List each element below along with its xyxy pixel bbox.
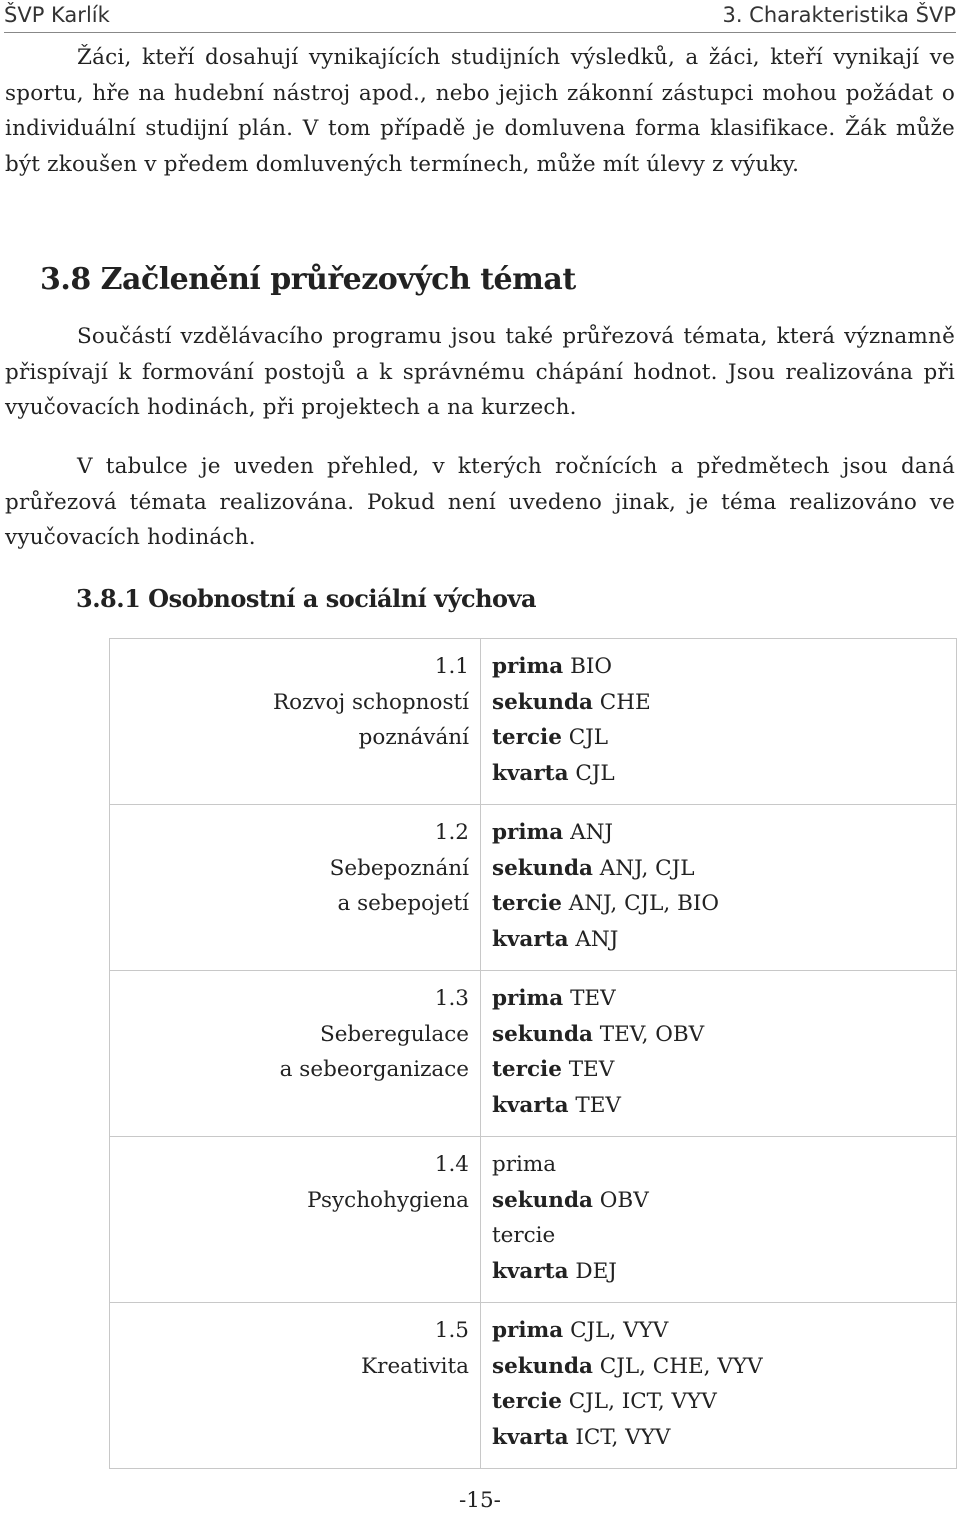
- grade-subjects-line: [492, 981, 945, 1017]
- grade-subjects-line: [492, 1147, 945, 1183]
- topic-cell: [110, 1303, 481, 1469]
- subject-list: ANJ, CJL, BIO: [568, 891, 720, 916]
- subjects-cell: [481, 1303, 957, 1469]
- subject-list: OBV: [599, 1187, 649, 1213]
- grade-label: sekunda: [492, 855, 593, 881]
- topic-cell: [110, 971, 481, 1137]
- grade-label: tercie: [492, 1389, 562, 1414]
- topic-title-line: Kreativita: [361, 1353, 469, 1379]
- grade-label: prima: [492, 1318, 564, 1343]
- topic-cell: [110, 1137, 481, 1303]
- topic-cell: [110, 805, 481, 971]
- topic-number: 1.3: [434, 986, 469, 1011]
- topic-number: 1.5: [434, 1318, 469, 1343]
- grade-subjects-line: [492, 685, 945, 721]
- header-chapter-title: 3. Charakteristika ŠVP: [722, 3, 956, 27]
- grade-label: sekunda: [492, 1187, 593, 1213]
- topic-number: 1.2: [434, 820, 469, 845]
- crosscutting-topics-table: [109, 638, 957, 1469]
- subject-list: CJL: [575, 760, 615, 786]
- subjects-cell: [481, 805, 957, 971]
- grade-subjects-line: [492, 756, 945, 792]
- grade-label: prima: [492, 1152, 557, 1177]
- grade-subjects-line: [492, 1052, 945, 1088]
- subject-list: CJL: [568, 725, 609, 750]
- topic-title-line: Seberegulace: [319, 1021, 469, 1047]
- topic-number: 1.4: [434, 1152, 469, 1177]
- table-row: [110, 805, 957, 971]
- grade-label: kvarta: [492, 1092, 569, 1118]
- table-row: [110, 1137, 957, 1303]
- table-row: [110, 971, 957, 1137]
- topic-title-line: a sebepojetí: [337, 891, 469, 916]
- table-body: [110, 639, 957, 1469]
- topic-title-line: Rozvoj schopností: [272, 689, 469, 715]
- header-document-title: ŠVP Karlík: [4, 3, 110, 27]
- grade-subjects-line: [492, 1183, 945, 1219]
- table-row: [110, 1303, 957, 1469]
- topic-title-line: a sebeorganizace: [279, 1057, 469, 1082]
- grade-label: tercie: [492, 1057, 562, 1082]
- page-number: -15-: [459, 1488, 501, 1513]
- grade-label: prima: [492, 820, 564, 845]
- grade-label: tercie: [492, 891, 562, 916]
- subsection-heading: 3.8.1 Osobnostní a sociální výchova: [76, 584, 537, 613]
- grade-subjects-line: [492, 1254, 945, 1290]
- grade-label: kvarta: [492, 926, 569, 952]
- grade-label: kvarta: [492, 760, 569, 786]
- grade-subjects-line: [492, 1349, 945, 1385]
- grade-subjects-line: [492, 1384, 945, 1420]
- table-row: [110, 639, 957, 805]
- subject-list: DEJ: [575, 1258, 617, 1284]
- grade-label: kvarta: [492, 1258, 569, 1284]
- page-header: [4, 2, 956, 33]
- subject-list: TEV, OBV: [599, 1021, 705, 1047]
- subjects-cell: [481, 971, 957, 1137]
- intro-paragraph: Žáci, kteří dosahují vynikajících studijních výsledků, a žáci, kteří vynikají ve sportu, hře na hudební nástroj apod., nebo jejich zákonní zástupci mohou požádat o individuální studijní plán. V tom případě je domluvena forma klasifikace. Žák může být zkoušen v předem domluvených termínech, může mít úlevy z výuky.: [5, 45, 955, 177]
- topic-cell: [110, 639, 481, 805]
- subject-list: ANJ: [570, 820, 614, 845]
- topic-title-line: Sebepoznání: [329, 855, 469, 881]
- section-heading: 3.8 Začlenění průřezových témat: [40, 262, 576, 297]
- grade-label: sekunda: [492, 1353, 593, 1379]
- subject-list: BIO: [570, 654, 612, 679]
- grade-label: tercie: [492, 725, 562, 750]
- grade-subjects-line: [492, 649, 945, 685]
- grade-subjects-line: [492, 720, 945, 756]
- subject-list: CJL, VYV: [570, 1318, 669, 1343]
- grade-subjects-line: [492, 815, 945, 851]
- subject-list: ANJ: [575, 926, 619, 952]
- subject-list: TEV: [570, 986, 616, 1011]
- subject-list: CHE: [599, 689, 651, 715]
- grade-subjects-line: [492, 886, 945, 922]
- grade-label: prima: [492, 654, 564, 679]
- topic-title-line: poznávání: [358, 725, 469, 750]
- subject-list: CJL, ICT, VYV: [568, 1389, 717, 1414]
- subjects-cell: [481, 1137, 957, 1303]
- grade-subjects-line: [492, 922, 945, 958]
- grade-subjects-line: [492, 1420, 945, 1456]
- grade-label: tercie: [492, 1223, 556, 1248]
- grade-subjects-line: [492, 1313, 945, 1349]
- grade-subjects-line: [492, 1218, 945, 1254]
- grade-subjects-line: [492, 1017, 945, 1053]
- grade-subjects-line: [492, 1088, 945, 1124]
- grade-label: sekunda: [492, 689, 593, 715]
- subject-list: ANJ, CJL: [599, 855, 695, 881]
- subjects-cell: [481, 639, 957, 805]
- topic-number: 1.1: [434, 654, 469, 679]
- topic-title-line: Psychohygiena: [307, 1187, 469, 1213]
- subject-list: TEV: [575, 1092, 621, 1118]
- grade-label: prima: [492, 986, 564, 1011]
- subject-list: ICT, VYV: [575, 1424, 671, 1450]
- section-paragraph-2: V tabulce je uveden přehled, v kterých ročnících a předmětech jsou daná průřezová témata realizována. Pokud není uvedeno jinak, je téma realizováno ve vyučovacích hodinách.: [5, 454, 955, 550]
- subject-list: TEV: [568, 1057, 615, 1082]
- grade-subjects-line: [492, 851, 945, 887]
- subject-list: CJL, CHE, VYV: [599, 1353, 763, 1379]
- section-paragraph-1: Součástí vzdělávacího programu jsou také průřezová témata, která významně přispívají k formování postojů a k správnému chápání hodnot. Jsou realizována při vyučovacích hodinách, při projektech a na kurzech.: [5, 324, 955, 420]
- grade-label: sekunda: [492, 1021, 593, 1047]
- grade-label: kvarta: [492, 1424, 569, 1450]
